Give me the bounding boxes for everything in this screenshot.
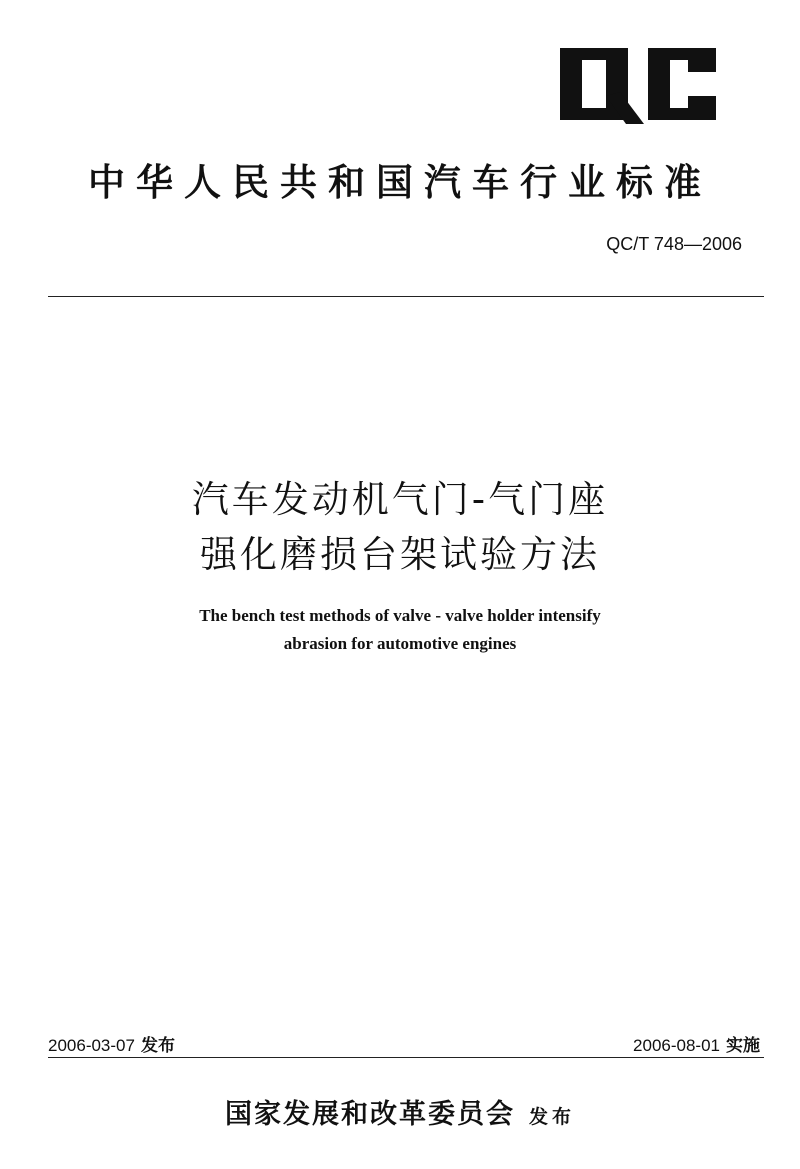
header-divider bbox=[48, 296, 764, 297]
qc-logo-q-counter bbox=[582, 60, 606, 108]
issue-label: 发布 bbox=[140, 1036, 175, 1056]
issue-date: 2006-03-07 bbox=[48, 1036, 135, 1055]
effective-label: 实施 bbox=[726, 1036, 760, 1056]
issue-date-block bbox=[48, 1031, 175, 1056]
title-en-line1: The bench test methods of valve - valve holder intensify bbox=[199, 606, 601, 625]
footer-divider bbox=[48, 1057, 764, 1058]
qc-logo bbox=[560, 44, 716, 124]
issuer-action: 发布 bbox=[528, 1106, 575, 1128]
effective-date-block bbox=[633, 1031, 760, 1056]
title-cn-line2: 强化磨损台架试验方法 bbox=[200, 533, 600, 576]
qc-logo-c-bar-lower bbox=[688, 96, 716, 108]
title-cn-line1: 汽车发动机气门-气门座 bbox=[191, 478, 609, 521]
title-en-line2: abrasion for automotive engines bbox=[283, 634, 517, 653]
effective-date: 2006-08-01 bbox=[633, 1036, 720, 1055]
qc-logo-c-bar bbox=[688, 60, 716, 72]
standard-number: QC/T 748—2006 bbox=[606, 234, 742, 254]
issuer-name: 国家发展和改革委员会 bbox=[224, 1099, 515, 1130]
issuer-line bbox=[0, 1092, 800, 1131]
org-title: 中华人民共和国汽车行业标准 bbox=[88, 160, 712, 204]
